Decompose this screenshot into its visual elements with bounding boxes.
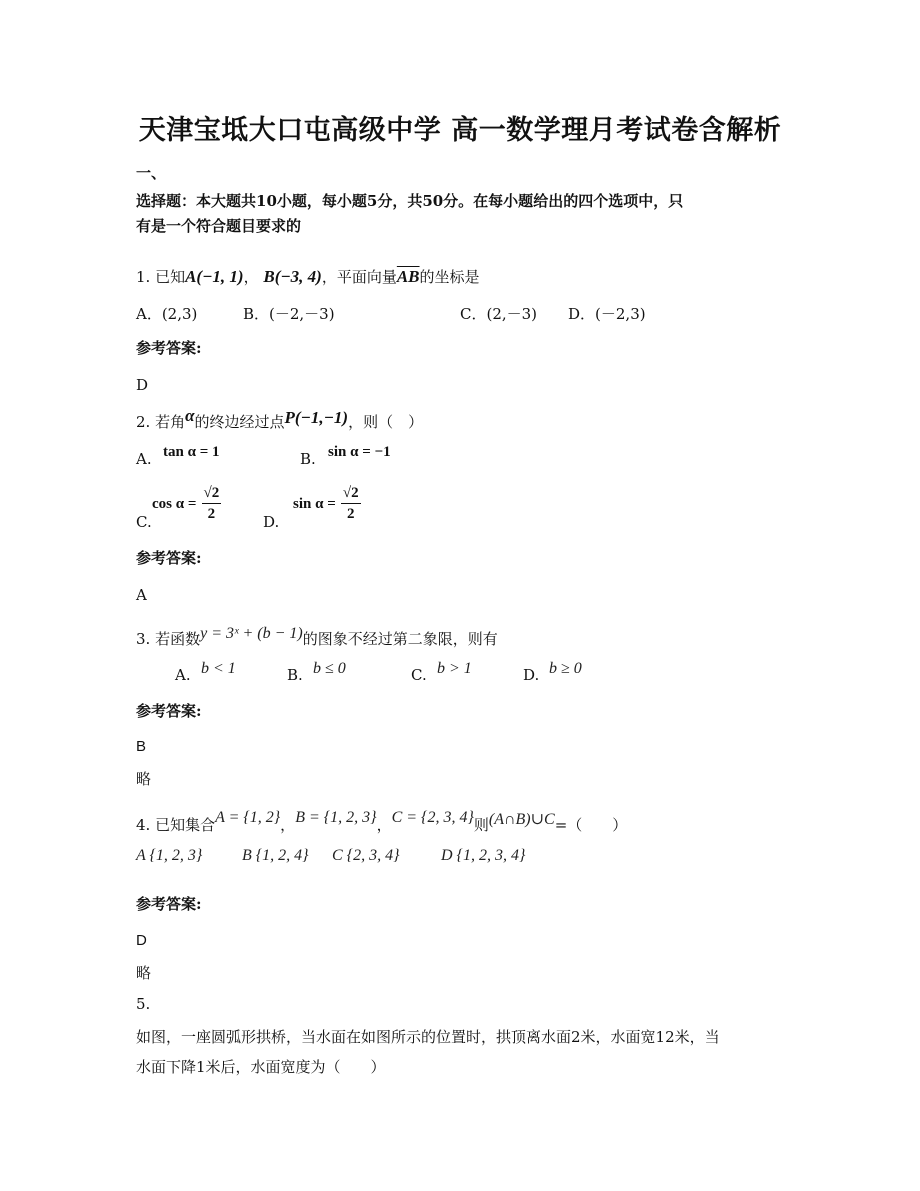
q4-option-a: A {1, 2, 3} [136,847,203,864]
q1-answer-label: 参考答案: [136,339,202,357]
q3-answer-label: 参考答案: [136,702,202,720]
q2-alpha: α [185,406,195,425]
q5-line1: 如图，一座圆弧形拱桥，当水面在如图所示的位置时，拱顶离水面2米，水面宽12米，当 [136,1028,720,1046]
q4-prefix: 4. 已知集合 [136,816,216,834]
question-3-stem [136,625,498,649]
q2-option-c-label: C. [136,513,152,531]
q4-option-d: D {1, 2, 3, 4} [441,847,526,864]
q2-answer-label: 参考答案: [136,549,202,567]
q1-option-a: A．(2,3) [136,305,198,323]
q3-option-a-expr: b < 1 [201,660,236,677]
q2-option-b-label: B. [300,450,316,468]
q2-option-a-label: A. [136,450,152,468]
q4-answer-label: 参考答案: [136,895,202,913]
section-heading-line1: 选择题：本大题共10小题，每小题5分，共50分。在每小题给出的四个选项中，只 [136,192,684,210]
section-heading-line2: 有是一个符合题目要求的 [136,217,302,235]
q4-then: 则 [473,816,489,834]
q3-option-d-expr: b ≥ 0 [549,660,582,677]
q4-sep2: ， [376,816,392,834]
question-4-stem [136,809,628,835]
question-2-stem [136,406,424,432]
q3-option-a-label: A. [175,666,191,684]
q1-point-b: B(−3, 4) [263,267,322,286]
section-number: 一、 [136,164,167,182]
q2-option-d-label: D. [263,513,280,531]
q4-set-c: C = {2, 3, 4} [391,809,474,826]
q1-vector: $\overline{AB}$ [396,267,420,286]
q4-option-b: B {1, 2, 4} [242,847,309,864]
q1-option-c: C．(2,－3) [460,305,538,323]
q2-option-d-expr [293,483,361,524]
q2-mid: 的终边经过点 [194,413,285,431]
q2-option-c-expr [152,483,221,524]
q1-suffix: 的坐标是 [419,268,480,286]
q3-option-d-label: D. [523,666,540,684]
q2-option-d-denominator: 2 [346,506,355,522]
q2-answer: A [136,586,147,604]
q3-function: y = 3ˣ + (b − 1) [200,625,303,642]
q4-expression: (A∩B)∪C [488,811,555,828]
q3-suffix: 的图象不经过第二象限，则有 [302,630,498,648]
q4-option-c: C {2, 3, 4} [332,847,400,864]
q1-sep: ， [243,268,259,286]
question-1-stem [136,266,480,287]
q4-note: 略 [136,964,152,982]
q1-answer: D [136,376,149,394]
q3-option-b-expr: b ≤ 0 [313,660,346,677]
q2-point: P(−1,−1) [284,408,349,427]
q2-option-c-left: cos α = [152,496,197,512]
q2-suffix: ，则（ ） [348,413,424,431]
q1-point-a: A(−1, 1) [185,267,244,286]
q2-option-c-denominator: 2 [207,506,216,522]
q4-answer: D [136,932,147,949]
q4-sep1: ， [280,816,296,834]
q3-prefix: 3. 若函数 [136,630,201,648]
q5-line2: 水面下降1米后，水面宽度为（ ） [136,1058,386,1076]
q4-set-b: B = {1, 2, 3} [295,809,377,826]
q3-option-c-label: C. [411,666,427,684]
q1-option-b: B．(－2,－3) [243,305,335,323]
q3-note: 略 [136,770,152,788]
q1-prefix: 1. 已知 [136,268,186,286]
q2-option-b-expr: sin α = −1 [328,444,391,460]
q3-option-c-expr: b > 1 [437,660,472,677]
q1-mid: ，平面向量 [321,268,397,286]
q2-option-a-expr: tan α = 1 [163,444,220,460]
q1-option-d: D．(－2,3) [568,305,646,323]
q2-option-d-left: sin α = [293,496,336,512]
q2-option-d-fraction [341,483,361,524]
q2-prefix: 2. 若角 [136,413,186,431]
q4-set-a: A = {1, 2} [215,809,281,826]
q3-option-b-label: B. [287,666,303,684]
q4-suffix: =（ ） [554,816,628,834]
q5-number: 5. [136,995,151,1013]
page-title: 天津宝坻大口屯高级中学 高一数学理月考试卷含解析 [138,115,782,146]
q3-answer: B [136,738,147,755]
q2-option-c-numerator: √2 [202,483,222,504]
q2-option-c-fraction [202,483,222,524]
q2-option-d-numerator: √2 [341,483,361,504]
